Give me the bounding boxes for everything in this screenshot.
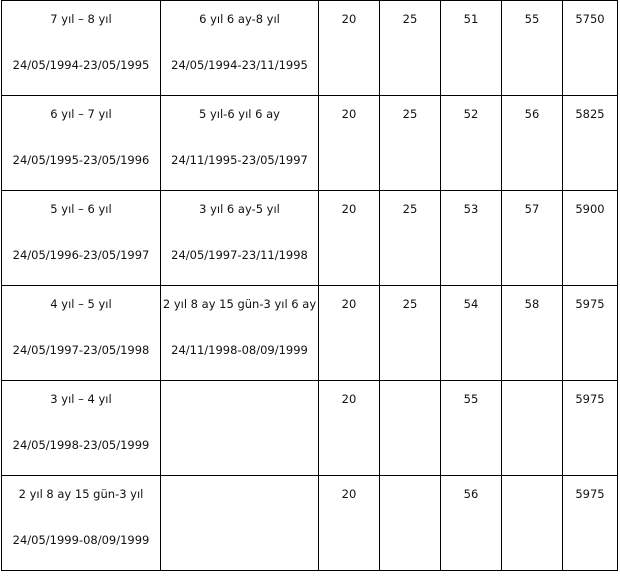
cell-value-3 bbox=[441, 476, 502, 571]
value-1: 20 bbox=[341, 202, 357, 216]
value-5: 5750 bbox=[575, 12, 605, 26]
value-3: 52 bbox=[463, 107, 479, 121]
cell-value-1 bbox=[319, 191, 380, 286]
cell-value-3 bbox=[441, 381, 502, 476]
value-1: 20 bbox=[341, 392, 357, 406]
data-table bbox=[1, 0, 618, 571]
table-row bbox=[2, 96, 618, 191]
cell-age-range bbox=[2, 191, 161, 286]
period-range-label: 5 yıl-6 yıl 6 ay bbox=[199, 107, 280, 121]
table-row bbox=[2, 381, 618, 476]
cell-value-5 bbox=[563, 1, 618, 96]
value-4: 56 bbox=[524, 107, 540, 121]
date-range-label: 24/05/1998-23/05/1999 bbox=[12, 438, 150, 452]
cell-value-4 bbox=[502, 476, 563, 571]
cell-age-range bbox=[2, 476, 161, 571]
period-range-label: 3 yıl 6 ay-5 yıl bbox=[199, 202, 280, 216]
date-range-label: 24/05/1996-23/05/1997 bbox=[12, 248, 150, 262]
cell-period-range bbox=[161, 96, 319, 191]
cell-value-3 bbox=[441, 286, 502, 381]
value-2: 25 bbox=[402, 297, 418, 311]
value-3: 55 bbox=[463, 392, 479, 406]
cell-value-2 bbox=[380, 1, 441, 96]
value-1: 20 bbox=[341, 12, 357, 26]
table-row bbox=[2, 286, 618, 381]
table-row bbox=[2, 476, 618, 571]
period-date-label: 24/11/1995-23/05/1997 bbox=[171, 153, 308, 167]
cell-value-4 bbox=[502, 286, 563, 381]
age-range-label: 4 yıl – 5 yıl bbox=[50, 297, 112, 311]
period-date-label: 24/11/1998-08/09/1999 bbox=[171, 343, 308, 357]
cell-value-2 bbox=[380, 96, 441, 191]
date-range-label: 24/05/1999-08/09/1999 bbox=[12, 533, 150, 547]
cell-value-2 bbox=[380, 286, 441, 381]
cell-age-range bbox=[2, 381, 161, 476]
cell-period-range bbox=[161, 381, 319, 476]
period-date-label: 24/05/1997-23/11/1998 bbox=[171, 248, 308, 262]
cell-value-5 bbox=[563, 381, 618, 476]
cell-value-5 bbox=[563, 286, 618, 381]
cell-value-2 bbox=[380, 191, 441, 286]
value-2: 25 bbox=[402, 202, 418, 216]
value-5: 5975 bbox=[575, 392, 605, 406]
value-5: 5975 bbox=[575, 487, 605, 501]
value-3: 54 bbox=[463, 297, 479, 311]
cell-value-1 bbox=[319, 381, 380, 476]
value-1: 20 bbox=[341, 297, 357, 311]
table-body bbox=[2, 1, 618, 571]
date-range-label: 24/05/1997-23/05/1998 bbox=[12, 343, 150, 357]
cell-period-range bbox=[161, 286, 319, 381]
cell-value-1 bbox=[319, 476, 380, 571]
cell-value-3 bbox=[441, 1, 502, 96]
cell-age-range bbox=[2, 96, 161, 191]
cell-value-1 bbox=[319, 1, 380, 96]
period-date-label: 24/05/1994-23/11/1995 bbox=[171, 58, 308, 72]
table-row bbox=[2, 1, 618, 96]
value-3: 51 bbox=[463, 12, 479, 26]
cell-value-5 bbox=[563, 476, 618, 571]
table-row bbox=[2, 191, 618, 286]
cell-period-range bbox=[161, 1, 319, 96]
value-4: 55 bbox=[524, 12, 540, 26]
value-3: 53 bbox=[463, 202, 479, 216]
value-4: 58 bbox=[524, 297, 540, 311]
cell-period-range bbox=[161, 191, 319, 286]
value-5: 5975 bbox=[575, 297, 605, 311]
cell-value-4 bbox=[502, 191, 563, 286]
value-2: 25 bbox=[402, 12, 418, 26]
period-range-label: 6 yıl 6 ay-8 yıl bbox=[199, 12, 280, 26]
cell-value-4 bbox=[502, 96, 563, 191]
cell-value-4 bbox=[502, 1, 563, 96]
cell-period-range bbox=[161, 476, 319, 571]
period-range-label: 2 yıl 8 ay 15 gün-3 yıl 6 ay bbox=[162, 297, 317, 311]
date-range-label: 24/05/1994-23/05/1995 bbox=[12, 58, 150, 72]
value-5: 5900 bbox=[575, 202, 605, 216]
age-range-label: 5 yıl – 6 yıl bbox=[50, 202, 112, 216]
cell-value-5 bbox=[563, 96, 618, 191]
value-1: 20 bbox=[341, 487, 357, 501]
age-range-label: 6 yıl – 7 yıl bbox=[50, 107, 112, 121]
value-5: 5825 bbox=[575, 107, 605, 121]
value-3: 56 bbox=[463, 487, 479, 501]
value-1: 20 bbox=[341, 107, 357, 121]
cell-value-1 bbox=[319, 96, 380, 191]
value-2: 25 bbox=[402, 107, 418, 121]
cell-value-5 bbox=[563, 191, 618, 286]
cell-value-4 bbox=[502, 381, 563, 476]
value-4: 57 bbox=[524, 202, 540, 216]
cell-age-range bbox=[2, 286, 161, 381]
cell-age-range bbox=[2, 1, 161, 96]
cell-value-3 bbox=[441, 191, 502, 286]
age-range-label: 7 yıl – 8 yıl bbox=[50, 12, 112, 26]
cell-value-2 bbox=[380, 381, 441, 476]
age-range-label: 2 yıl 8 ay 15 gün-3 yıl bbox=[18, 487, 144, 501]
age-range-label: 3 yıl – 4 yıl bbox=[50, 392, 112, 406]
cell-value-3 bbox=[441, 96, 502, 191]
date-range-label: 24/05/1995-23/05/1996 bbox=[12, 153, 150, 167]
cell-value-2 bbox=[380, 476, 441, 571]
cell-value-1 bbox=[319, 286, 380, 381]
